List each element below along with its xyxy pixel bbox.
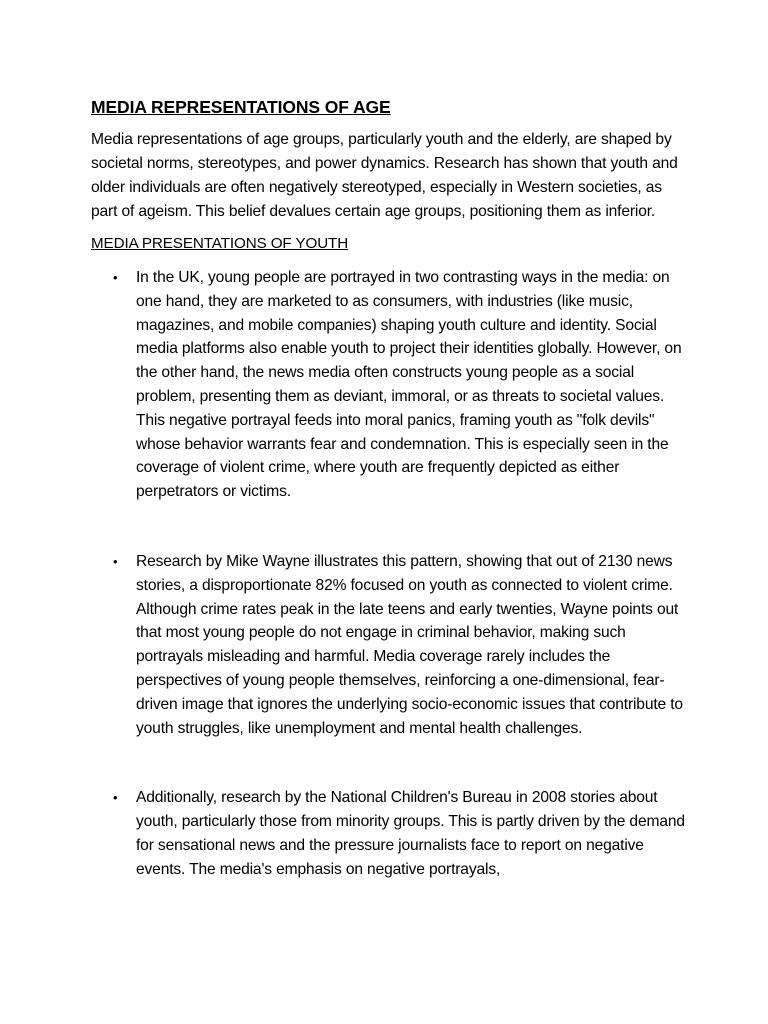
bullet-dot: • [113,790,118,806]
bullet-item [91,266,687,504]
bullet-text: In the UK, young people are portrayed in two contrasting ways in the media: on one hand, they are marketed to as consumers, with industries (like music, magazines, and mobile companies) shaping youth culture and identity. Social media platforms also enable youth to project their identities globally. However, on the other hand, the news media often constructs young people as a social problem, presenting them as deviant, immoral, or as threats to societal values. This negative portrayal feeds into moral panics, framing youth as "folk devils" whose behavior warrants fear and condemnation. This is especially seen in the coverage of violent crime, where youth are frequently depicted as either perpetrators or victims. [136,269,682,501]
document-title: MEDIA REPRESENTATIONS OF AGE [91,97,391,117]
bullet-dot: • [113,553,118,569]
bullet-list [91,266,687,882]
document-body [91,96,687,928]
bullet-text: Research by Mike Wayne illustrates this pattern, showing that out of 2130 news stories, a disproportionate 82% focused on youth as connected to violent crime. Although crime rates peak in the late teens and early twenties, Wayne points out that most young people do not engage in criminal behavior, making such portrayals misleading and harmful. Media coverage rarely includes the perspectives of young people themselves, reinforcing a one-dimensional, fear-driven image that ignores the underlying socio-economic issues that contribute to youth struggles, like unemployment and mental health challenges. [136,552,683,737]
bullet-item [91,550,687,740]
section-heading: MEDIA PRESENTATIONS OF YOUTH [91,235,349,252]
bullet-item [91,786,687,881]
bullet-dot: • [113,270,118,285]
bullet-text: Additionally, research by the National Children's Bureau in 2008 stories about youth, particularly those from minority groups. This is partly driven by the demand for sensational news and the pressure journalists face to report on negative events. The media's emphasis on negative portrayals, [136,789,685,878]
intro-paragraph: Media representations of age groups, particularly youth and the elderly, are shaped by societal norms, stereotypes, and power dynamics. Research has shown that youth and older individuals are often negatively stereotyped, especially in Western societies, as part of ageism. This belief devalues certain age groups, positioning them as inferior. [91,131,678,220]
